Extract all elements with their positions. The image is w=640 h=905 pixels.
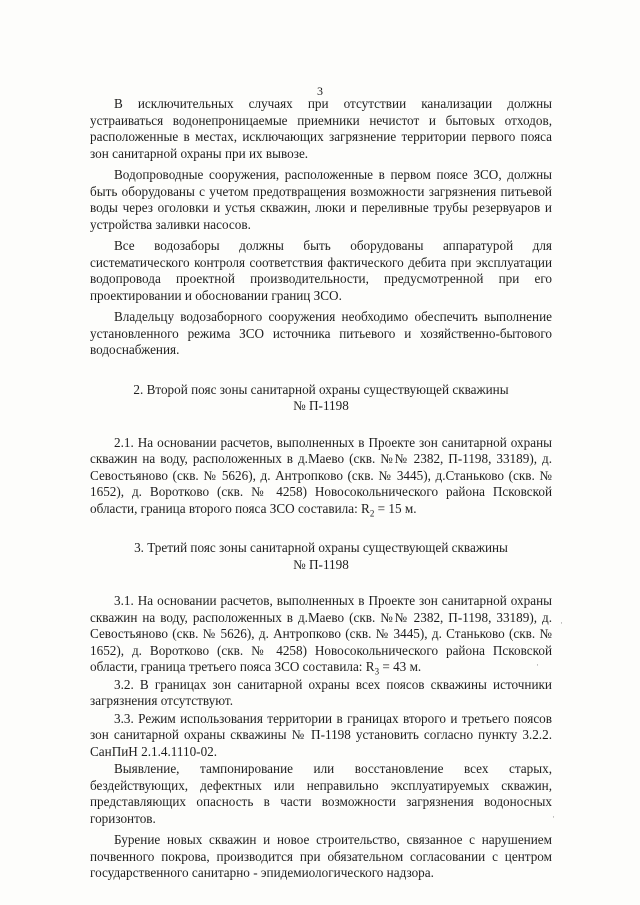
- document-body: [90, 96, 552, 887]
- radius-value: = 15 м.: [374, 500, 417, 516]
- scan-speck: ·: [536, 660, 539, 670]
- paragraph: 3.2. В границах зон санитарной охраны всех поясов скважины источники загрязнения отсутствуют.: [90, 676, 552, 708]
- paragraph-text: 2.1. На основании расчетов, выполненных в Проекте зон санитарной охраны скважин на воду, расположенных в д.Маево (скв. №№ 2382, П-1198, 33189), д. Севостьяново (скв. № 5626), д. Антропково (скв. № 3445), д.Станьково (скв. № 1652), д. Воротково (скв. № 4258) Новосокольнического района Псковской области, граница второго пояса ЗСО составила: R: [90, 434, 552, 516]
- paragraph: Владельцу водозаборного сооружения необходимо обеспечить выполнение установленного режима ЗСО источника питьевого и хозяйственно-бытового водоснабжения.: [90, 309, 552, 357]
- page-number: 3: [317, 84, 323, 98]
- radius-subscript: 3: [374, 666, 380, 677]
- paragraph: В исключительных случаях при отсутствии канализации должны устраиваться водонепроницаемые приемники нечистот и бытовых отходов, расположенные в местах, исключающих загрязнение территории первого пояса зон санитарной охраны при их вывозе.: [90, 96, 552, 161]
- paragraph-text: 3.1. На основании расчетов, выполненных в Проекте зон санитарной охраны скважин на воду, расположенных в д.Маево (скв. №№ 2382, П-1198, 33189), д. Севостьяново (скв. № 5626), д. Антропково (скв. № 3445), д. Станьково (скв. № 1652), д. Воротково (скв. № 4258) Новосокольнического района Псковской области, граница третьего пояса ЗСО составила: R: [90, 593, 552, 674]
- paragraph: Водопроводные сооружения, расположенные в первом поясе ЗСО, должны быть оборудованы с учетом предотвращения возможности загрязнения питьевой воды через оголовки и устья скважин, люки и переливные трубы резервуаров и устройства заливки насосов.: [90, 167, 552, 232]
- paragraph: Выявление, тампонирование или восстановление всех старых, бездействующих, дефектных или неправильно эксплуатируемых скважин, представляющих опасность в части возможности загрязнения водоносных горизонтов.: [90, 761, 552, 826]
- scan-speck: ·: [560, 618, 563, 628]
- radius-value: = 43 м.: [379, 659, 422, 674]
- paragraph-third-belt: [90, 593, 552, 676]
- paragraph: Все водозаборы должны быть оборудованы аппаратурой для систематического контроля соответствия фактического дебита при эксплуатации водопровода проектной производительности, предусмотренной при его проектировании и обосновании границ ЗСО.: [90, 238, 552, 303]
- scan-speck: ·: [552, 812, 555, 822]
- section-heading: 2. Второй пояс зоны санитарной охраны существующей скважины: [133, 381, 509, 397]
- paragraph-second-belt: [90, 435, 552, 518]
- paragraph: 3.3. Режим использования территории в границах второго и третьего поясов зон санитарной охраны скважины № П-1198 установить согласно пункту 3.2.2. СанПиН 2.1.4.1110-02.: [90, 710, 552, 759]
- section-heading-number: № П-1198: [293, 556, 349, 572]
- section-heading-number: № П-1198: [293, 398, 349, 413]
- paragraph: Бурение новых скважин и новое строительство, связанное с нарушением почвенного покрова, производится при обязательном согласовании с центром государственного санитарно - эпидемиологического надзора.: [90, 832, 552, 880]
- section-heading: 3. Третий пояс зоны санитарной охраны существующей скважины: [134, 540, 508, 555]
- radius-subscript: 2: [369, 508, 375, 519]
